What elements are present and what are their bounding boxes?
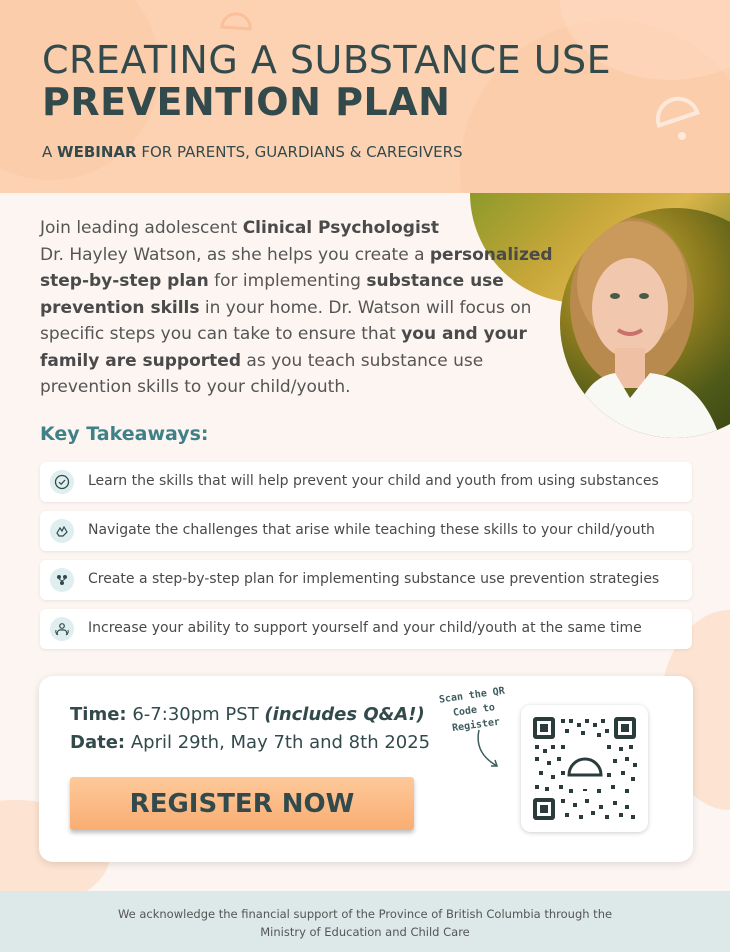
hands-icon [50, 519, 74, 543]
takeaway-text: Create a step-by-step plan for implementing substance use prevention strategies [88, 571, 660, 587]
intro-text: as you teach substance use prevention skills to your child/youth. [40, 350, 484, 397]
intro-text: Join leading adolescent [40, 218, 243, 238]
qr-code-icon [521, 705, 648, 832]
intro-text: Dr. Hayley Watson, as she helps you create a [40, 244, 430, 265]
intro-paragraph [40, 215, 560, 401]
page-title-line2: PREVENTION PLAN [42, 80, 451, 124]
umbrella-icon [652, 92, 704, 142]
page-subtitle [42, 143, 463, 161]
arrow-icon [469, 728, 509, 773]
people-icon [50, 568, 74, 592]
date-label: Date: [70, 732, 126, 753]
takeaway-item [40, 511, 692, 551]
key-takeaways-heading: Key Takeaways: [40, 423, 209, 445]
intro-text: for implementing [208, 271, 367, 291]
scan-caption-line: Code to Register [451, 702, 501, 735]
takeaway-item [40, 560, 692, 600]
intro-text: in your home. Dr. Watson will focus on specific steps you can take to ensure that [40, 297, 532, 344]
takeaway-text: Increase your ability to support yourself and your child/youth at the same time [88, 620, 642, 636]
support-icon [50, 617, 74, 641]
date-value: April 29th, May 7th and 8th 2025 [130, 732, 431, 753]
subtitle-bold: WEBINAR [57, 143, 137, 161]
register-now-button[interactable]: REGISTER NOW [70, 777, 414, 830]
umbrella-icon [218, 10, 254, 40]
takeaway-item [40, 609, 692, 649]
scan-caption-line: Scan the QR [438, 685, 506, 706]
time-note: (includes Q&A!) [264, 704, 425, 725]
takeaway-item [40, 462, 692, 502]
intro-bold: personalized step-by-step plan [40, 244, 553, 291]
event-time [70, 704, 425, 725]
time-value: 6-7:30pm PST [132, 704, 259, 725]
footer-line: We acknowledge the financial support of the Province of British Columbia through the [117, 907, 613, 921]
subtitle-prefix: A [42, 143, 53, 161]
footer [0, 891, 730, 952]
check-circle-icon [50, 470, 74, 494]
event-date [70, 732, 430, 753]
register-card [39, 676, 693, 862]
subtitle-rest: FOR PARENTS, GUARDIANS & CAREGIVERS [141, 143, 463, 161]
takeaway-text: Navigate the challenges that arise while teaching these skills to your child/youth [88, 522, 655, 538]
takeaway-text: Learn the skills that will help prevent your child and youth from using substances [88, 473, 659, 489]
header-banner [0, 0, 730, 193]
intro-bold: you and your family are supported [40, 324, 527, 371]
page-title-line1: CREATING A SUBSTANCE USE [42, 38, 612, 82]
intro-bold: Clinical Psychologist [242, 218, 440, 238]
intro-bold: substance use prevention skills [40, 271, 504, 318]
time-label: Time: [70, 704, 127, 725]
qr-code[interactable] [521, 705, 648, 832]
footer-line: Ministry of Education and Child Care [260, 925, 470, 939]
